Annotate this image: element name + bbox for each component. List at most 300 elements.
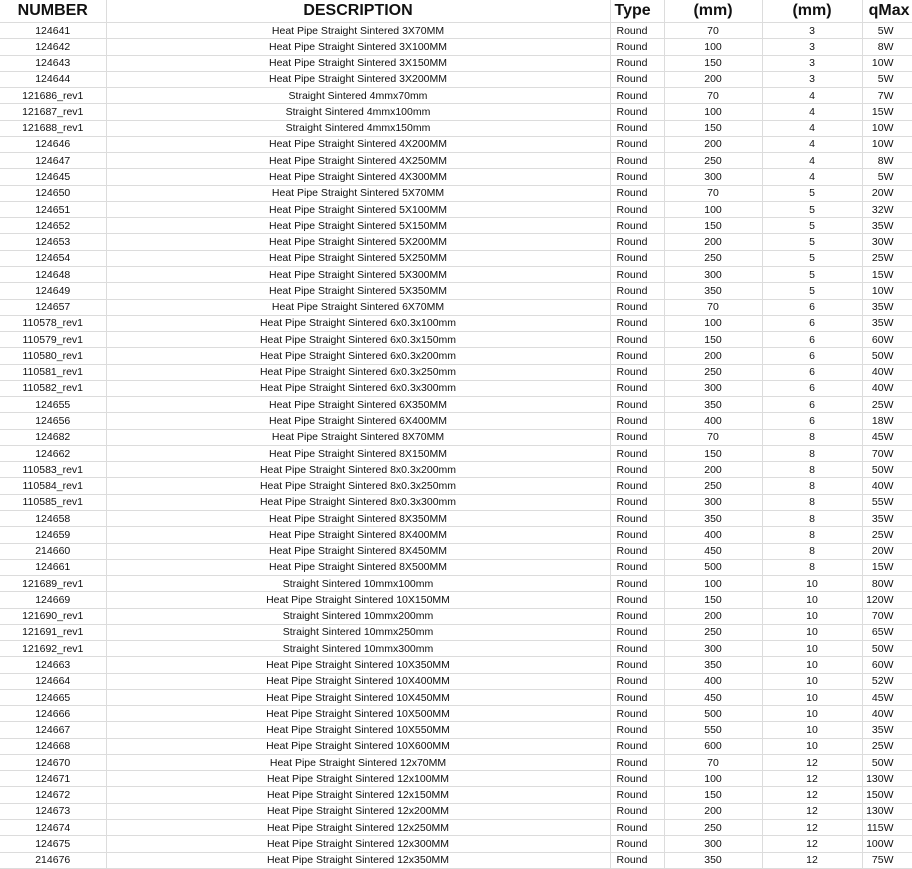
type-cell[interactable]: Round xyxy=(610,348,664,364)
description-cell[interactable]: Heat Pipe Straight Sintered 10X600MM xyxy=(106,738,610,754)
table-row[interactable] xyxy=(0,738,912,754)
description-cell[interactable]: Heat Pipe Straight Sintered 6x0.3x200mm xyxy=(106,348,610,364)
type-cell[interactable]: Round xyxy=(610,689,664,705)
type-cell[interactable]: Round xyxy=(610,608,664,624)
type-cell[interactable]: Round xyxy=(610,136,664,152)
number-cell[interactable]: 124665 xyxy=(0,689,106,705)
table-row[interactable] xyxy=(0,787,912,803)
diameter-cell[interactable]: 8 xyxy=(762,510,862,526)
qmax-cell[interactable]: 20W xyxy=(862,185,912,201)
description-cell[interactable]: Heat Pipe Straight Sintered 6X350MM xyxy=(106,397,610,413)
description-cell[interactable]: Heat Pipe Straight Sintered 8X400MM xyxy=(106,527,610,543)
table-row[interactable] xyxy=(0,413,912,429)
length-cell[interactable]: 150 xyxy=(664,787,762,803)
number-cell[interactable]: 124654 xyxy=(0,250,106,266)
length-cell[interactable]: 100 xyxy=(664,771,762,787)
type-cell[interactable]: Round xyxy=(610,803,664,819)
number-cell[interactable]: 110582_rev1 xyxy=(0,380,106,396)
diameter-cell[interactable]: 6 xyxy=(762,364,862,380)
number-cell[interactable]: 124664 xyxy=(0,673,106,689)
length-cell[interactable]: 100 xyxy=(664,39,762,55)
type-cell[interactable]: Round xyxy=(610,299,664,315)
type-cell[interactable]: Round xyxy=(610,185,664,201)
number-cell[interactable]: 110578_rev1 xyxy=(0,315,106,331)
diameter-cell[interactable]: 5 xyxy=(762,185,862,201)
diameter-cell[interactable]: 10 xyxy=(762,641,862,657)
table-row[interactable] xyxy=(0,429,912,445)
column-header-diameter[interactable]: (mm) xyxy=(762,0,862,23)
qmax-cell[interactable]: 7W xyxy=(862,88,912,104)
description-cell[interactable]: Heat Pipe Straight Sintered 6x0.3x250mm xyxy=(106,364,610,380)
description-cell[interactable]: Heat Pipe Straight Sintered 6x0.3x150mm xyxy=(106,332,610,348)
description-cell[interactable]: Heat Pipe Straight Sintered 8X500MM xyxy=(106,559,610,575)
type-cell[interactable]: Round xyxy=(610,315,664,331)
type-cell[interactable]: Round xyxy=(610,754,664,770)
diameter-cell[interactable]: 12 xyxy=(762,754,862,770)
qmax-cell[interactable]: 45W xyxy=(862,689,912,705)
description-cell[interactable]: Heat Pipe Straight Sintered 8x0.3x300mm xyxy=(106,494,610,510)
type-cell[interactable]: Round xyxy=(610,250,664,266)
number-cell[interactable]: 124651 xyxy=(0,201,106,217)
qmax-cell[interactable]: 120W xyxy=(862,592,912,608)
table-row[interactable] xyxy=(0,218,912,234)
number-cell[interactable]: 214676 xyxy=(0,852,106,868)
type-cell[interactable]: Round xyxy=(610,738,664,754)
description-cell[interactable]: Heat Pipe Straight Sintered 5X300MM xyxy=(106,266,610,282)
number-cell[interactable]: 124667 xyxy=(0,722,106,738)
table-row[interactable] xyxy=(0,299,912,315)
qmax-cell[interactable]: 35W xyxy=(862,299,912,315)
type-cell[interactable]: Round xyxy=(610,283,664,299)
number-cell[interactable]: 124643 xyxy=(0,55,106,71)
length-cell[interactable]: 350 xyxy=(664,397,762,413)
diameter-cell[interactable]: 5 xyxy=(762,234,862,250)
diameter-cell[interactable]: 4 xyxy=(762,104,862,120)
type-cell[interactable]: Round xyxy=(610,413,664,429)
table-row[interactable] xyxy=(0,608,912,624)
diameter-cell[interactable]: 10 xyxy=(762,657,862,673)
type-cell[interactable]: Round xyxy=(610,722,664,738)
length-cell[interactable]: 300 xyxy=(664,169,762,185)
type-cell[interactable]: Round xyxy=(610,55,664,71)
diameter-cell[interactable]: 3 xyxy=(762,39,862,55)
qmax-cell[interactable]: 130W xyxy=(862,803,912,819)
number-cell[interactable]: 124669 xyxy=(0,592,106,608)
type-cell[interactable]: Round xyxy=(610,478,664,494)
description-cell[interactable]: Heat Pipe Straight Sintered 6X70MM xyxy=(106,299,610,315)
qmax-cell[interactable]: 40W xyxy=(862,478,912,494)
description-cell[interactable]: Heat Pipe Straight Sintered 5X100MM xyxy=(106,201,610,217)
qmax-cell[interactable]: 70W xyxy=(862,445,912,461)
diameter-cell[interactable]: 12 xyxy=(762,771,862,787)
diameter-cell[interactable]: 4 xyxy=(762,120,862,136)
diameter-cell[interactable]: 5 xyxy=(762,201,862,217)
qmax-cell[interactable]: 115W xyxy=(862,820,912,836)
table-row[interactable] xyxy=(0,39,912,55)
length-cell[interactable]: 350 xyxy=(664,657,762,673)
table-row[interactable] xyxy=(0,852,912,868)
diameter-cell[interactable]: 12 xyxy=(762,852,862,868)
length-cell[interactable]: 200 xyxy=(664,71,762,87)
number-cell[interactable]: 124671 xyxy=(0,771,106,787)
type-cell[interactable]: Round xyxy=(610,527,664,543)
type-cell[interactable]: Round xyxy=(610,787,664,803)
qmax-cell[interactable]: 5W xyxy=(862,169,912,185)
table-row[interactable] xyxy=(0,445,912,461)
number-cell[interactable]: 124646 xyxy=(0,136,106,152)
type-cell[interactable]: Round xyxy=(610,153,664,169)
description-cell[interactable]: Heat Pipe Straight Sintered 12x200MM xyxy=(106,803,610,819)
table-row[interactable] xyxy=(0,803,912,819)
number-cell[interactable]: 121691_rev1 xyxy=(0,624,106,640)
qmax-cell[interactable]: 35W xyxy=(862,315,912,331)
description-cell[interactable]: Straight Sintered 10mmx200mm xyxy=(106,608,610,624)
type-cell[interactable]: Round xyxy=(610,673,664,689)
number-cell[interactable]: 110581_rev1 xyxy=(0,364,106,380)
type-cell[interactable]: Round xyxy=(610,88,664,104)
table-row[interactable] xyxy=(0,576,912,592)
length-cell[interactable]: 500 xyxy=(664,706,762,722)
type-cell[interactable]: Round xyxy=(610,559,664,575)
diameter-cell[interactable]: 5 xyxy=(762,266,862,282)
length-cell[interactable]: 300 xyxy=(664,266,762,282)
qmax-cell[interactable]: 20W xyxy=(862,543,912,559)
qmax-cell[interactable]: 70W xyxy=(862,608,912,624)
description-cell[interactable]: Heat Pipe Straight Sintered 5X350MM xyxy=(106,283,610,299)
description-cell[interactable]: Heat Pipe Straight Sintered 12x70MM xyxy=(106,754,610,770)
length-cell[interactable]: 250 xyxy=(664,153,762,169)
qmax-cell[interactable]: 35W xyxy=(862,510,912,526)
table-row[interactable] xyxy=(0,592,912,608)
length-cell[interactable]: 500 xyxy=(664,559,762,575)
number-cell[interactable]: 110580_rev1 xyxy=(0,348,106,364)
length-cell[interactable]: 200 xyxy=(664,803,762,819)
number-cell[interactable]: 124682 xyxy=(0,429,106,445)
table-row[interactable] xyxy=(0,543,912,559)
number-cell[interactable]: 124655 xyxy=(0,397,106,413)
number-cell[interactable]: 124657 xyxy=(0,299,106,315)
length-cell[interactable]: 450 xyxy=(664,689,762,705)
qmax-cell[interactable]: 15W xyxy=(862,559,912,575)
number-cell[interactable]: 121686_rev1 xyxy=(0,88,106,104)
number-cell[interactable]: 124672 xyxy=(0,787,106,803)
length-cell[interactable]: 150 xyxy=(664,218,762,234)
diameter-cell[interactable]: 8 xyxy=(762,494,862,510)
diameter-cell[interactable]: 4 xyxy=(762,153,862,169)
length-cell[interactable]: 70 xyxy=(664,429,762,445)
number-cell[interactable]: 124647 xyxy=(0,153,106,169)
description-cell[interactable]: Heat Pipe Straight Sintered 6X400MM xyxy=(106,413,610,429)
description-cell[interactable]: Heat Pipe Straight Sintered 10X500MM xyxy=(106,706,610,722)
table-row[interactable] xyxy=(0,120,912,136)
length-cell[interactable]: 100 xyxy=(664,104,762,120)
type-cell[interactable]: Round xyxy=(610,23,664,39)
qmax-cell[interactable]: 25W xyxy=(862,738,912,754)
diameter-cell[interactable]: 8 xyxy=(762,527,862,543)
table-row[interactable] xyxy=(0,397,912,413)
type-cell[interactable]: Round xyxy=(610,266,664,282)
length-cell[interactable]: 150 xyxy=(664,592,762,608)
length-cell[interactable]: 600 xyxy=(664,738,762,754)
type-cell[interactable]: Round xyxy=(610,624,664,640)
table-row[interactable] xyxy=(0,332,912,348)
diameter-cell[interactable]: 10 xyxy=(762,738,862,754)
length-cell[interactable]: 200 xyxy=(664,348,762,364)
qmax-cell[interactable]: 10W xyxy=(862,283,912,299)
diameter-cell[interactable]: 8 xyxy=(762,543,862,559)
qmax-cell[interactable]: 35W xyxy=(862,218,912,234)
type-cell[interactable]: Round xyxy=(610,364,664,380)
column-header-length[interactable]: (mm) xyxy=(664,0,762,23)
table-row[interactable] xyxy=(0,624,912,640)
length-cell[interactable]: 250 xyxy=(664,250,762,266)
column-header-qmax[interactable]: qMax xyxy=(862,0,912,23)
diameter-cell[interactable]: 10 xyxy=(762,722,862,738)
length-cell[interactable]: 70 xyxy=(664,23,762,39)
length-cell[interactable]: 250 xyxy=(664,478,762,494)
type-cell[interactable]: Round xyxy=(610,641,664,657)
type-cell[interactable]: Round xyxy=(610,332,664,348)
type-cell[interactable]: Round xyxy=(610,234,664,250)
qmax-cell[interactable]: 40W xyxy=(862,706,912,722)
table-row[interactable] xyxy=(0,462,912,478)
table-row[interactable] xyxy=(0,510,912,526)
description-cell[interactable]: Heat Pipe Straight Sintered 8X150MM xyxy=(106,445,610,461)
description-cell[interactable]: Heat Pipe Straight Sintered 10X450MM xyxy=(106,689,610,705)
table-row[interactable] xyxy=(0,478,912,494)
diameter-cell[interactable]: 8 xyxy=(762,445,862,461)
qmax-cell[interactable]: 52W xyxy=(862,673,912,689)
length-cell[interactable]: 200 xyxy=(664,136,762,152)
description-cell[interactable]: Straight Sintered 4mmx100mm xyxy=(106,104,610,120)
number-cell[interactable]: 124675 xyxy=(0,836,106,852)
diameter-cell[interactable]: 6 xyxy=(762,348,862,364)
qmax-cell[interactable]: 150W xyxy=(862,787,912,803)
qmax-cell[interactable]: 50W xyxy=(862,462,912,478)
qmax-cell[interactable]: 25W xyxy=(862,397,912,413)
length-cell[interactable]: 300 xyxy=(664,494,762,510)
type-cell[interactable]: Round xyxy=(610,576,664,592)
description-cell[interactable]: Heat Pipe Straight Sintered 12x100MM xyxy=(106,771,610,787)
qmax-cell[interactable]: 8W xyxy=(862,39,912,55)
length-cell[interactable]: 150 xyxy=(664,120,762,136)
number-cell[interactable]: 110585_rev1 xyxy=(0,494,106,510)
qmax-cell[interactable]: 50W xyxy=(862,348,912,364)
diameter-cell[interactable]: 5 xyxy=(762,218,862,234)
number-cell[interactable]: 124656 xyxy=(0,413,106,429)
length-cell[interactable]: 200 xyxy=(664,608,762,624)
number-cell[interactable]: 124666 xyxy=(0,706,106,722)
diameter-cell[interactable]: 3 xyxy=(762,55,862,71)
table-row[interactable] xyxy=(0,55,912,71)
length-cell[interactable]: 350 xyxy=(664,510,762,526)
type-cell[interactable]: Round xyxy=(610,120,664,136)
qmax-cell[interactable]: 60W xyxy=(862,332,912,348)
length-cell[interactable]: 350 xyxy=(664,852,762,868)
number-cell[interactable]: 124670 xyxy=(0,754,106,770)
table-row[interactable] xyxy=(0,136,912,152)
qmax-cell[interactable]: 30W xyxy=(862,234,912,250)
diameter-cell[interactable]: 6 xyxy=(762,380,862,396)
qmax-cell[interactable]: 18W xyxy=(862,413,912,429)
number-cell[interactable]: 124673 xyxy=(0,803,106,819)
table-row[interactable] xyxy=(0,673,912,689)
type-cell[interactable]: Round xyxy=(610,429,664,445)
description-cell[interactable]: Heat Pipe Straight Sintered 3X100MM xyxy=(106,39,610,55)
number-cell[interactable]: 124661 xyxy=(0,559,106,575)
table-row[interactable] xyxy=(0,559,912,575)
table-row[interactable] xyxy=(0,722,912,738)
column-header-number[interactable]: NUMBER xyxy=(0,0,106,23)
table-row[interactable] xyxy=(0,348,912,364)
number-cell[interactable]: 124648 xyxy=(0,266,106,282)
type-cell[interactable]: Round xyxy=(610,592,664,608)
qmax-cell[interactable]: 80W xyxy=(862,576,912,592)
diameter-cell[interactable]: 10 xyxy=(762,592,862,608)
qmax-cell[interactable]: 10W xyxy=(862,120,912,136)
description-cell[interactable]: Heat Pipe Straight Sintered 12x300MM xyxy=(106,836,610,852)
type-cell[interactable]: Round xyxy=(610,380,664,396)
description-cell[interactable]: Heat Pipe Straight Sintered 12x350MM xyxy=(106,852,610,868)
description-cell[interactable]: Heat Pipe Straight Sintered 10X150MM xyxy=(106,592,610,608)
qmax-cell[interactable]: 15W xyxy=(862,266,912,282)
type-cell[interactable]: Round xyxy=(610,706,664,722)
description-cell[interactable]: Heat Pipe Straight Sintered 3X150MM xyxy=(106,55,610,71)
column-header-type[interactable]: Type xyxy=(610,0,664,23)
diameter-cell[interactable]: 12 xyxy=(762,820,862,836)
diameter-cell[interactable]: 3 xyxy=(762,23,862,39)
description-cell[interactable]: Heat Pipe Straight Sintered 4X250MM xyxy=(106,153,610,169)
description-cell[interactable]: Straight Sintered 10mmx100mm xyxy=(106,576,610,592)
diameter-cell[interactable]: 5 xyxy=(762,283,862,299)
description-cell[interactable]: Heat Pipe Straight Sintered 10X550MM xyxy=(106,722,610,738)
type-cell[interactable]: Round xyxy=(610,494,664,510)
description-cell[interactable]: Heat Pipe Straight Sintered 12x250MM xyxy=(106,820,610,836)
qmax-cell[interactable]: 40W xyxy=(862,364,912,380)
description-cell[interactable]: Heat Pipe Straight Sintered 10X350MM xyxy=(106,657,610,673)
diameter-cell[interactable]: 6 xyxy=(762,413,862,429)
description-cell[interactable]: Straight Sintered 10mmx300mm xyxy=(106,641,610,657)
number-cell[interactable]: 110583_rev1 xyxy=(0,462,106,478)
table-row[interactable] xyxy=(0,234,912,250)
qmax-cell[interactable]: 60W xyxy=(862,657,912,673)
type-cell[interactable]: Round xyxy=(610,169,664,185)
description-cell[interactable]: Heat Pipe Straight Sintered 3X200MM xyxy=(106,71,610,87)
number-cell[interactable]: 124642 xyxy=(0,39,106,55)
length-cell[interactable]: 250 xyxy=(664,624,762,640)
table-row[interactable] xyxy=(0,104,912,120)
description-cell[interactable]: Heat Pipe Straight Sintered 5X200MM xyxy=(106,234,610,250)
length-cell[interactable]: 150 xyxy=(664,55,762,71)
length-cell[interactable]: 450 xyxy=(664,543,762,559)
diameter-cell[interactable]: 12 xyxy=(762,803,862,819)
qmax-cell[interactable]: 65W xyxy=(862,624,912,640)
diameter-cell[interactable]: 10 xyxy=(762,706,862,722)
table-row[interactable] xyxy=(0,641,912,657)
number-cell[interactable]: 214660 xyxy=(0,543,106,559)
number-cell[interactable]: 121690_rev1 xyxy=(0,608,106,624)
qmax-cell[interactable]: 5W xyxy=(862,71,912,87)
length-cell[interactable]: 300 xyxy=(664,641,762,657)
diameter-cell[interactable]: 4 xyxy=(762,169,862,185)
table-row[interactable] xyxy=(0,201,912,217)
diameter-cell[interactable]: 8 xyxy=(762,559,862,575)
length-cell[interactable]: 350 xyxy=(664,283,762,299)
length-cell[interactable]: 70 xyxy=(664,299,762,315)
qmax-cell[interactable]: 45W xyxy=(862,429,912,445)
description-cell[interactable]: Heat Pipe Straight Sintered 5X70MM xyxy=(106,185,610,201)
qmax-cell[interactable]: 15W xyxy=(862,104,912,120)
description-cell[interactable]: Heat Pipe Straight Sintered 5X250MM xyxy=(106,250,610,266)
length-cell[interactable]: 250 xyxy=(664,820,762,836)
qmax-cell[interactable]: 25W xyxy=(862,527,912,543)
description-cell[interactable]: Heat Pipe Straight Sintered 8X450MM xyxy=(106,543,610,559)
diameter-cell[interactable]: 6 xyxy=(762,299,862,315)
table-row[interactable] xyxy=(0,364,912,380)
length-cell[interactable]: 400 xyxy=(664,673,762,689)
table-row[interactable] xyxy=(0,71,912,87)
table-row[interactable] xyxy=(0,527,912,543)
table-row[interactable] xyxy=(0,836,912,852)
qmax-cell[interactable]: 5W xyxy=(862,23,912,39)
qmax-cell[interactable]: 40W xyxy=(862,380,912,396)
diameter-cell[interactable]: 6 xyxy=(762,332,862,348)
length-cell[interactable]: 150 xyxy=(664,445,762,461)
qmax-cell[interactable]: 130W xyxy=(862,771,912,787)
length-cell[interactable]: 200 xyxy=(664,234,762,250)
length-cell[interactable]: 550 xyxy=(664,722,762,738)
number-cell[interactable]: 121692_rev1 xyxy=(0,641,106,657)
length-cell[interactable]: 150 xyxy=(664,332,762,348)
diameter-cell[interactable]: 10 xyxy=(762,673,862,689)
type-cell[interactable]: Round xyxy=(610,771,664,787)
diameter-cell[interactable]: 4 xyxy=(762,136,862,152)
type-cell[interactable]: Round xyxy=(610,462,664,478)
number-cell[interactable]: 124649 xyxy=(0,283,106,299)
table-row[interactable] xyxy=(0,689,912,705)
qmax-cell[interactable]: 55W xyxy=(862,494,912,510)
table-row[interactable] xyxy=(0,315,912,331)
number-cell[interactable]: 124662 xyxy=(0,445,106,461)
diameter-cell[interactable]: 10 xyxy=(762,576,862,592)
diameter-cell[interactable]: 6 xyxy=(762,315,862,331)
table-row[interactable] xyxy=(0,153,912,169)
diameter-cell[interactable]: 4 xyxy=(762,88,862,104)
type-cell[interactable]: Round xyxy=(610,510,664,526)
diameter-cell[interactable]: 10 xyxy=(762,624,862,640)
type-cell[interactable]: Round xyxy=(610,820,664,836)
qmax-cell[interactable]: 10W xyxy=(862,136,912,152)
table-row[interactable] xyxy=(0,657,912,673)
length-cell[interactable]: 300 xyxy=(664,836,762,852)
number-cell[interactable]: 121688_rev1 xyxy=(0,120,106,136)
number-cell[interactable]: 124668 xyxy=(0,738,106,754)
number-cell[interactable]: 124645 xyxy=(0,169,106,185)
number-cell[interactable]: 124652 xyxy=(0,218,106,234)
type-cell[interactable]: Round xyxy=(610,445,664,461)
qmax-cell[interactable]: 32W xyxy=(862,201,912,217)
qmax-cell[interactable]: 75W xyxy=(862,852,912,868)
description-cell[interactable]: Heat Pipe Straight Sintered 6x0.3x300mm xyxy=(106,380,610,396)
table-row[interactable] xyxy=(0,820,912,836)
description-cell[interactable]: Heat Pipe Straight Sintered 3X70MM xyxy=(106,23,610,39)
column-header-description[interactable]: DESCRIPTION xyxy=(106,0,610,23)
number-cell[interactable]: 110584_rev1 xyxy=(0,478,106,494)
length-cell[interactable]: 250 xyxy=(664,364,762,380)
length-cell[interactable]: 70 xyxy=(664,185,762,201)
diameter-cell[interactable]: 6 xyxy=(762,397,862,413)
length-cell[interactable]: 200 xyxy=(664,462,762,478)
